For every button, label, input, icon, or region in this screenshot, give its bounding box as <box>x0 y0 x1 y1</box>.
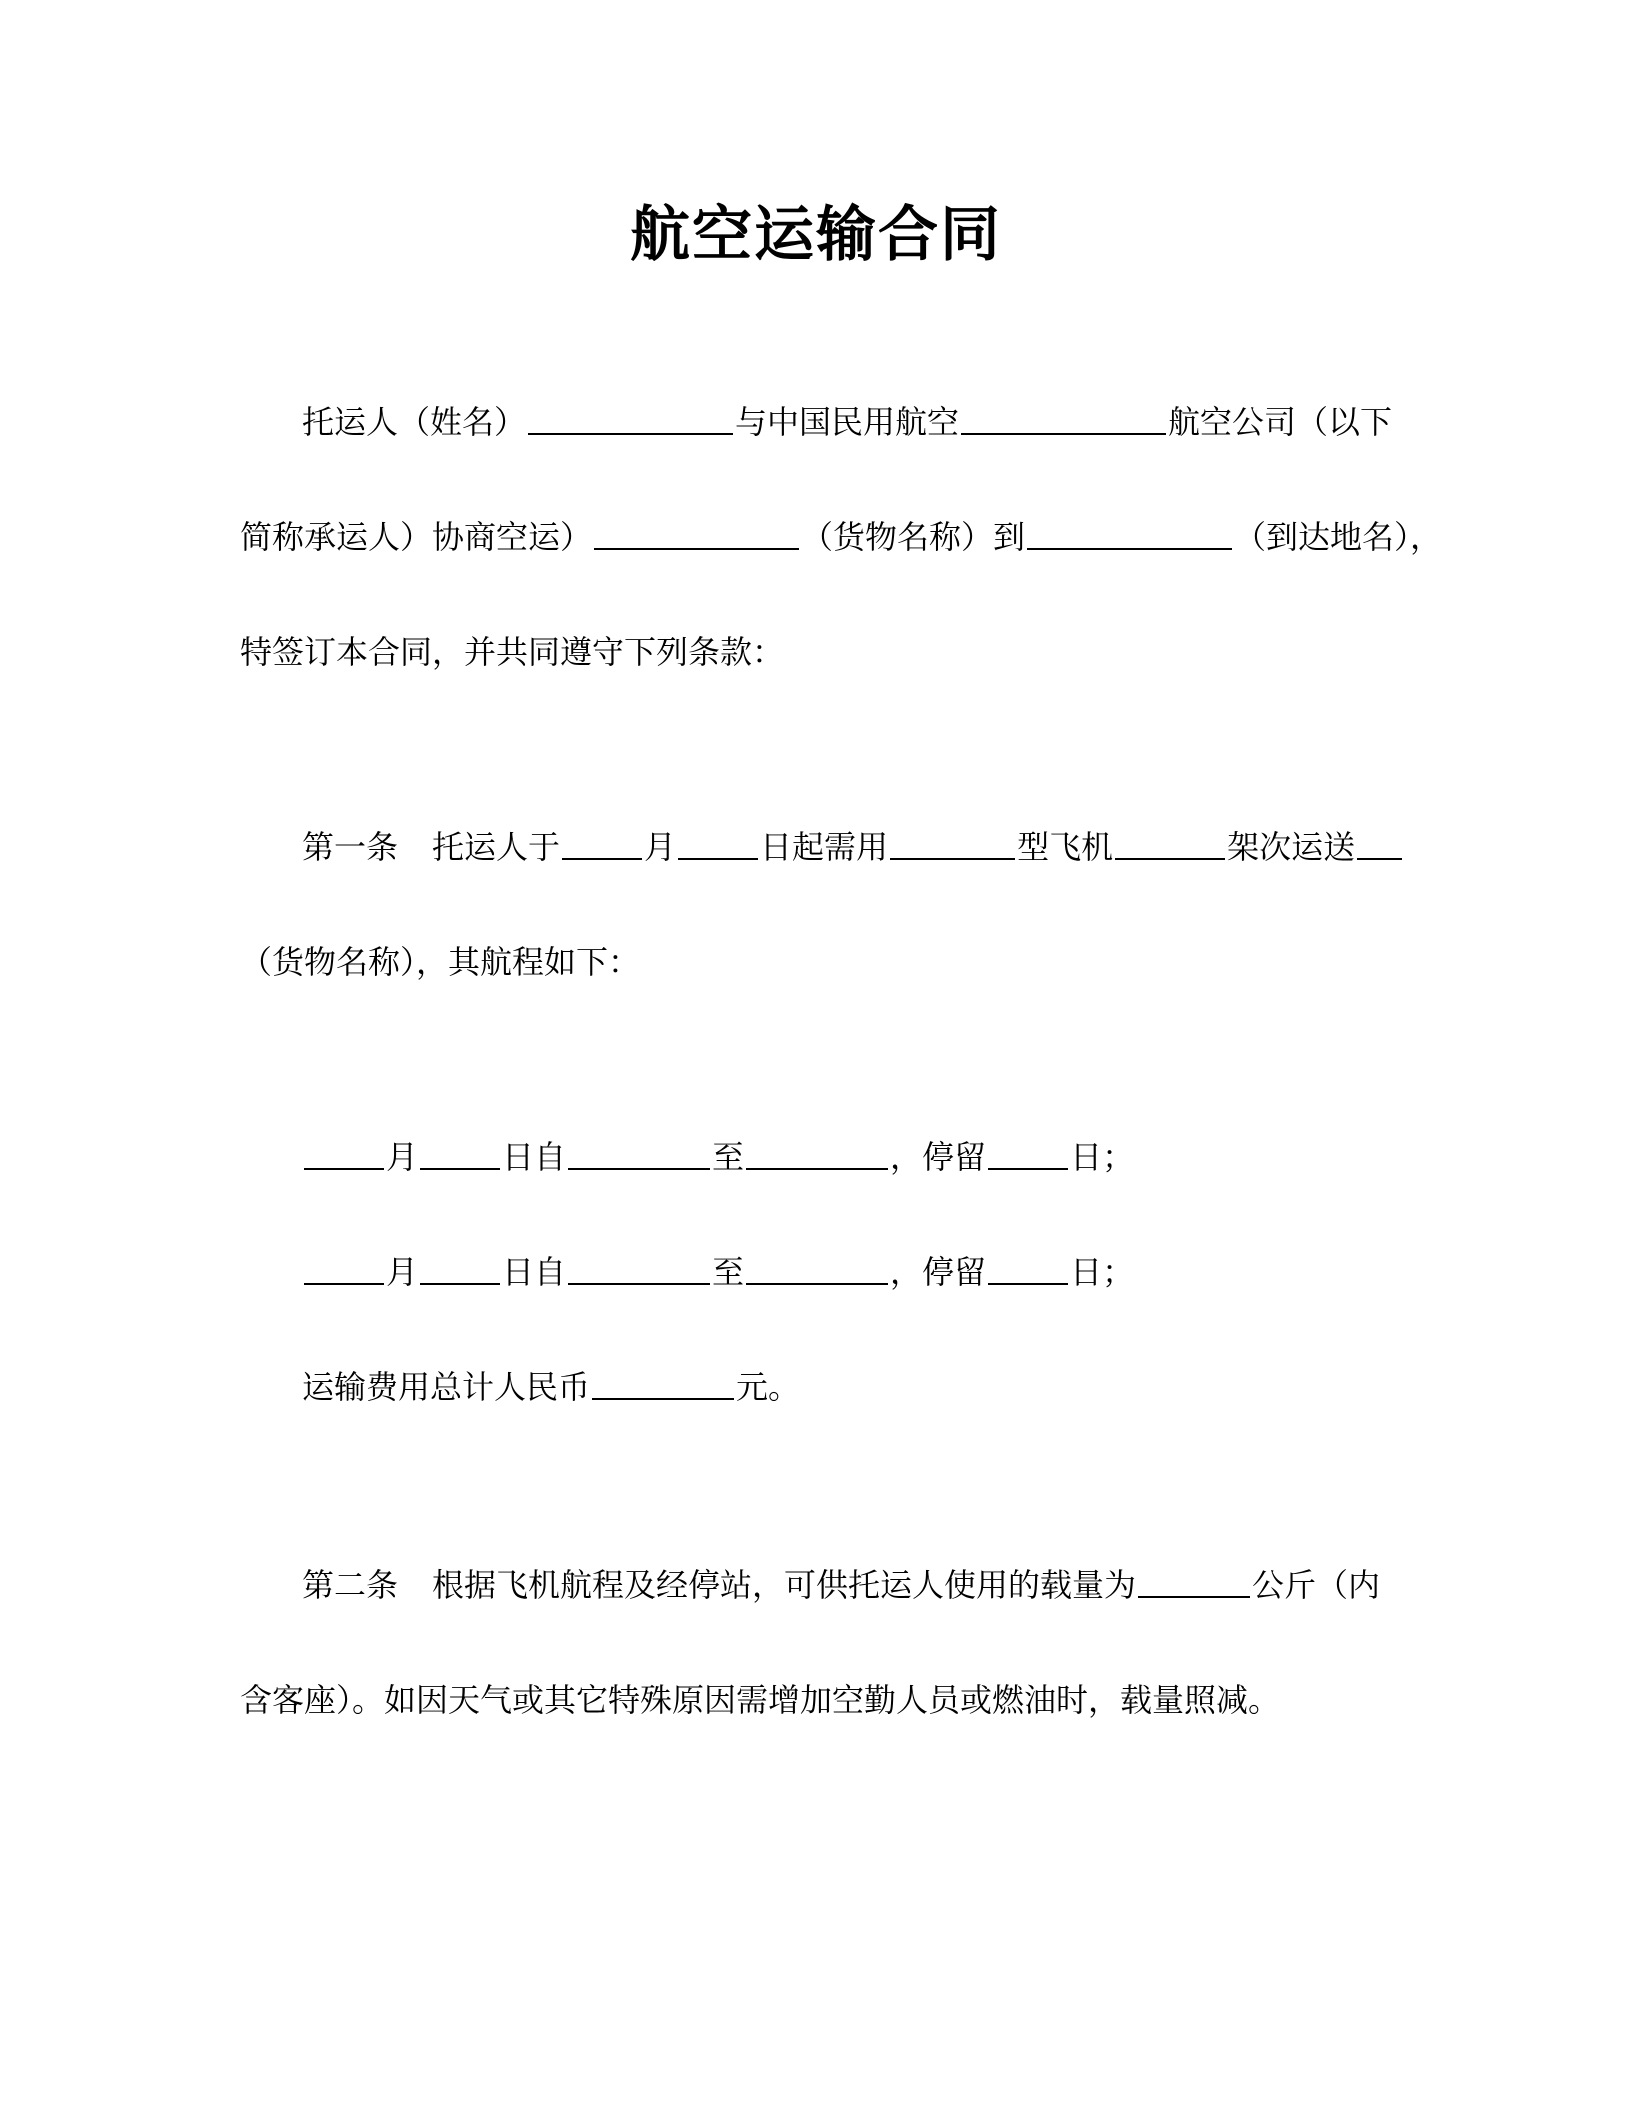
itinerary-month-blank[interactable] <box>304 1249 384 1285</box>
intro-text: 简称承运人）协商空运） <box>240 518 593 556</box>
fee-line <box>302 1362 800 1412</box>
itinerary-text: 日； <box>1070 1253 1135 1291</box>
itinerary-row-1 <box>302 1132 1134 1182</box>
article-text: 含客座）。如因天气或其它特殊原因需增加空勤人员或燃油时，载量照减。 <box>240 1681 1281 1719</box>
intro-text: 与中国民用航空 <box>735 403 960 441</box>
article2-line-1 <box>302 1560 1380 1610</box>
article-text: 型飞机 <box>1017 828 1114 866</box>
article1-line-2 <box>240 937 640 987</box>
airline-name-blank[interactable] <box>961 399 1166 435</box>
itinerary-origin-blank[interactable] <box>568 1134 710 1170</box>
month-blank[interactable] <box>562 824 642 860</box>
itinerary-stay-blank[interactable] <box>988 1134 1068 1170</box>
itinerary-text: ，停留 <box>890 1253 987 1291</box>
intro-line-3 <box>240 627 784 677</box>
article1-line-1 <box>302 822 1404 872</box>
article-heading: 第二条 <box>302 1566 399 1604</box>
itinerary-text: 日自 <box>502 1138 567 1176</box>
payload-kg-blank[interactable] <box>1138 1562 1250 1598</box>
article2-line-2 <box>240 1675 1280 1725</box>
fee-text: 运输费用总计人民币 <box>302 1368 591 1406</box>
intro-text: 特签订本合同，并共同遵守下列条款： <box>240 633 785 671</box>
itinerary-text: 日； <box>1070 1138 1135 1176</box>
cargo-blank[interactable] <box>1357 824 1402 860</box>
itinerary-destination-blank[interactable] <box>746 1249 888 1285</box>
article-text: 托运人于 <box>432 828 561 866</box>
itinerary-destination-blank[interactable] <box>746 1134 888 1170</box>
article-text: 月 <box>644 828 677 866</box>
fee-text: 元。 <box>736 1368 801 1406</box>
itinerary-stay-blank[interactable] <box>988 1249 1068 1285</box>
itinerary-text: ，停留 <box>890 1138 987 1176</box>
shipper-name-blank[interactable] <box>528 399 733 435</box>
itinerary-text: 月 <box>386 1253 419 1291</box>
itinerary-text: 月 <box>386 1138 419 1176</box>
article-text: 公斤（内 <box>1252 1566 1381 1604</box>
destination-blank[interactable] <box>1027 514 1232 550</box>
itinerary-text: 日自 <box>502 1253 567 1291</box>
intro-line-1 <box>302 397 1392 447</box>
intro-text: （到达地名）， <box>1234 518 1443 556</box>
itinerary-day-blank[interactable] <box>420 1249 500 1285</box>
document-title: 航空运输合同 <box>630 200 1002 270</box>
aircraft-type-blank[interactable] <box>890 824 1015 860</box>
fee-amount-blank[interactable] <box>592 1364 734 1400</box>
article-text: （货物名称），其航程如下： <box>240 943 641 981</box>
itinerary-row-2 <box>302 1247 1134 1297</box>
article-text: 日起需用 <box>760 828 889 866</box>
intro-text: 航空公司（以下 <box>1168 403 1393 441</box>
itinerary-text: 至 <box>712 1138 745 1176</box>
intro-text: （货物名称）到 <box>801 518 1026 556</box>
intro-text: 托运人（姓名） <box>302 403 527 441</box>
flight-count-blank[interactable] <box>1115 824 1225 860</box>
cargo-name-blank[interactable] <box>594 514 799 550</box>
itinerary-origin-blank[interactable] <box>568 1249 710 1285</box>
article-text: 架次运送 <box>1227 828 1356 866</box>
itinerary-month-blank[interactable] <box>304 1134 384 1170</box>
itinerary-text: 至 <box>712 1253 745 1291</box>
intro-line-2 <box>240 512 1442 562</box>
itinerary-day-blank[interactable] <box>420 1134 500 1170</box>
article-text: 根据飞机航程及经停站，可供托运人使用的载量为 <box>432 1566 1137 1604</box>
day-blank[interactable] <box>678 824 758 860</box>
article-heading: 第一条 <box>302 828 399 866</box>
